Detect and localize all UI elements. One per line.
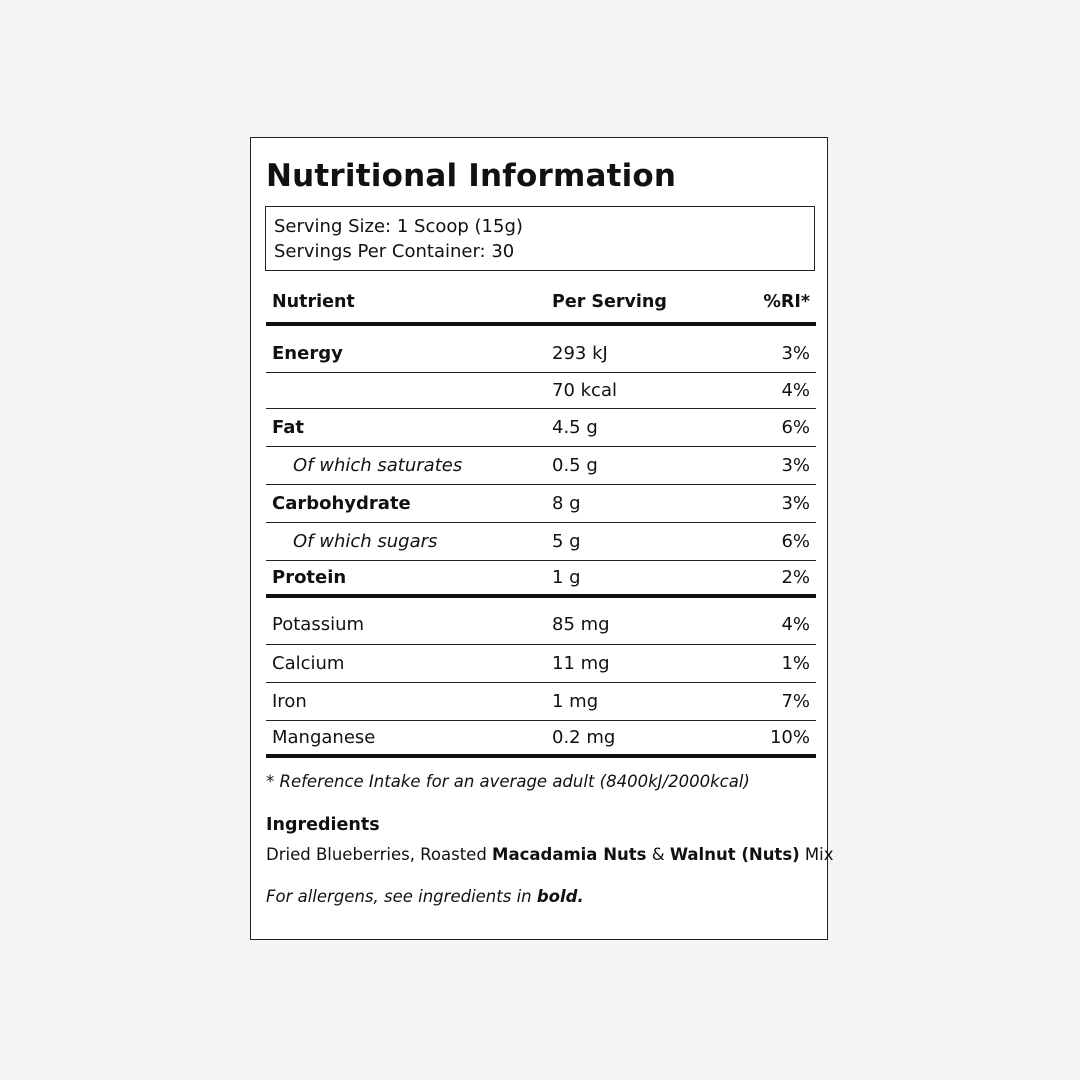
table-row (266, 720, 816, 758)
ingredients-text (266, 845, 834, 864)
ingredients-part-2: & (646, 845, 670, 864)
table-row (266, 326, 816, 372)
allergen-macadamia: Macadamia Nuts (492, 845, 647, 864)
table-row (266, 598, 816, 644)
nutrient-name: Potassium (272, 613, 365, 635)
ingredients-heading: Ingredients (266, 815, 380, 835)
nutrition-table (266, 284, 816, 758)
nutrient-value: 0.2 mg (552, 727, 616, 748)
table-row (266, 560, 816, 598)
nutrient-name: Protein (272, 567, 347, 588)
servings-per-container: Servings Per Container: 30 (274, 241, 515, 262)
table-row (266, 522, 816, 560)
allergen-note-bold: bold. (536, 887, 584, 906)
header-per-serving: Per Serving (552, 292, 667, 312)
nutrient-value: 70 kcal (552, 380, 617, 401)
nutrient-name: Of which sugars (293, 531, 438, 552)
nutrient-ri: 4% (781, 613, 810, 635)
nutrient-value: 0.5 g (552, 455, 598, 476)
nutrient-ri: 10% (769, 727, 810, 748)
nutrient-name: Energy (272, 342, 343, 364)
nutrient-name: Fat (272, 417, 304, 438)
nutrient-value: 1 g (552, 567, 581, 588)
serving-size: Serving Size: 1 Scoop (15g) (274, 216, 523, 237)
nutrient-name: Carbohydrate (272, 493, 411, 514)
ingredients-part-1: Dried Blueberries, Roasted (266, 845, 493, 864)
nutrient-name: Manganese (272, 727, 376, 748)
table-row (266, 446, 816, 484)
nutrient-value: 1 mg (552, 691, 599, 712)
nutrient-value: 5 g (552, 531, 581, 552)
nutrient-ri: 3% (781, 342, 810, 364)
nutrient-ri: 3% (781, 493, 810, 514)
nutrient-ri: 1% (781, 653, 810, 674)
ingredients-part-3: Mix (799, 845, 834, 864)
nutrient-ri: 7% (781, 691, 810, 712)
table-row (266, 682, 816, 720)
reference-intake-footnote: * Reference Intake for an average adult (8400kJ/2000kcal) (266, 772, 750, 791)
allergen-note-text: For allergens, see ingredients in (266, 887, 537, 906)
nutrient-value: 4.5 g (552, 417, 598, 438)
nutrition-label (250, 137, 834, 940)
nutrient-ri: 6% (781, 531, 810, 552)
table-row (266, 372, 816, 408)
nutrient-value: 8 g (552, 493, 581, 514)
nutrient-name: Of which saturates (293, 455, 463, 476)
nutrient-value: 85 mg (552, 613, 610, 635)
nutrient-value: 11 mg (552, 653, 610, 674)
table-row (266, 408, 816, 446)
nutrient-ri: 3% (781, 455, 810, 476)
allergen-walnut: Walnut (Nuts) (669, 845, 800, 864)
nutrient-ri: 2% (781, 567, 810, 588)
allergen-note (266, 887, 826, 906)
table-row (266, 644, 816, 682)
nutrient-value: 293 kJ (552, 342, 608, 364)
header-nutrient: Nutrient (272, 292, 355, 312)
table-body (266, 326, 816, 758)
nutrient-name: Iron (272, 691, 307, 712)
nutrient-ri: 4% (781, 380, 810, 401)
nutrient-name: Calcium (272, 653, 345, 674)
nutrient-ri: 6% (781, 417, 810, 438)
label-title: Nutritional Information (266, 158, 677, 194)
header-ri: %RI* (763, 292, 810, 312)
table-row (266, 484, 816, 522)
table-header (266, 284, 816, 326)
serving-info-box (265, 206, 815, 271)
